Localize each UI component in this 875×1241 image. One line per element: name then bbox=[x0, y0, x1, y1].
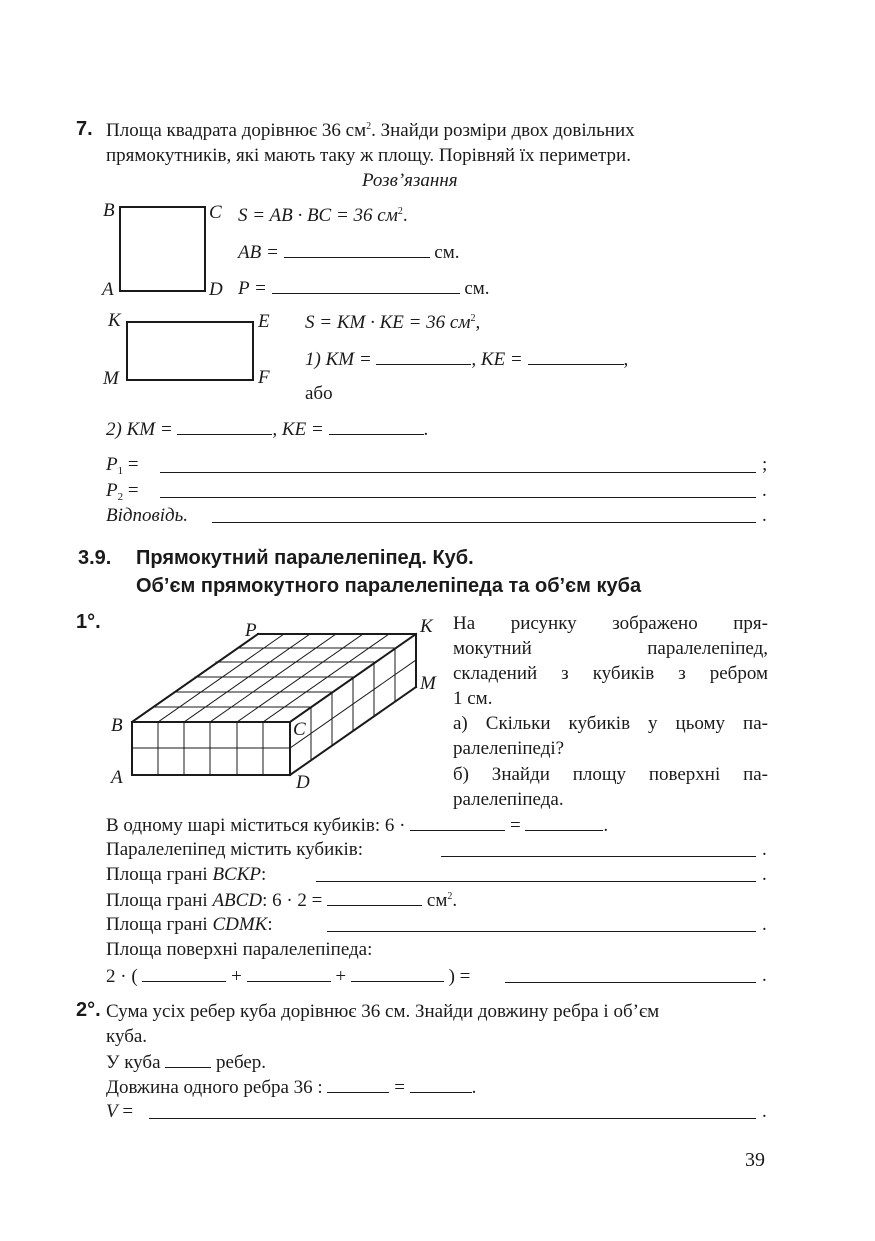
answer-blank[interactable] bbox=[177, 419, 272, 435]
answer-blank[interactable] bbox=[284, 242, 430, 258]
answer-blank[interactable] bbox=[410, 1077, 472, 1093]
task-description-line: мокутний паралелепіпед, bbox=[453, 638, 768, 659]
task-description-line: ралелепіпеді? bbox=[453, 738, 565, 759]
punctuation: . bbox=[762, 839, 767, 860]
answer-blank[interactable] bbox=[272, 278, 460, 294]
vertex-label: P bbox=[245, 620, 257, 641]
vertex-label: C bbox=[293, 719, 306, 740]
or-text: або bbox=[305, 383, 333, 404]
task-text-line: Площа квадрата дорівнює 36 $см^2$. Знайди розміри двох довільних bbox=[106, 120, 635, 141]
section-title: Прямокутний паралелепіпед. Куб. bbox=[136, 547, 474, 569]
vertex-label: C bbox=[209, 202, 222, 223]
task-number: 2°. bbox=[76, 999, 101, 1021]
perimeter-line: P = см. bbox=[238, 278, 490, 299]
vertex-label: D bbox=[209, 279, 223, 300]
vertex-label: K bbox=[108, 310, 121, 331]
task-description-line: 1 см. bbox=[453, 688, 493, 709]
area-formula: S = KM · KE = 36 $см^2$, bbox=[305, 312, 481, 333]
answer-blank[interactable] bbox=[160, 457, 756, 473]
task-text-line: Сума усіх ребер куба дорівнює 36 см. Знайди довжину ребра і об’єм bbox=[106, 1001, 660, 1022]
edge-length-line: Довжина одного ребра 36 : = . bbox=[106, 1077, 477, 1098]
answer-blank[interactable] bbox=[525, 815, 603, 831]
answer-blank[interactable] bbox=[528, 349, 624, 365]
task-number: 1°. bbox=[76, 611, 101, 633]
task-description-line: б) Знайди площу поверхні па- bbox=[453, 764, 768, 785]
p2-label: $P_2$ = bbox=[106, 480, 139, 503]
task-number: 7. bbox=[76, 118, 93, 140]
punctuation: . bbox=[762, 864, 767, 885]
answer-blank[interactable] bbox=[351, 966, 444, 982]
vertex-label: A bbox=[111, 767, 123, 788]
task-description-line: а) Скільки кубиків у цьому па- bbox=[453, 713, 768, 734]
answer-blank[interactable] bbox=[441, 841, 756, 857]
area-formula: S = AB · BC = 36 $см^2$. bbox=[238, 205, 408, 226]
option-line: 1) KM = , KE = , bbox=[305, 349, 629, 370]
answer-blank[interactable] bbox=[410, 815, 505, 831]
vertex-label: B bbox=[103, 200, 115, 221]
section-title: Об’єм прямокутного паралелепіпеда та об’єм куба bbox=[136, 575, 642, 597]
answer-blank[interactable] bbox=[212, 507, 756, 523]
task-description-line: На рисунку зображено пря- bbox=[453, 613, 768, 634]
vertex-label: K bbox=[420, 616, 433, 637]
edges-line: У куба ребер. bbox=[106, 1052, 267, 1073]
answer-blank[interactable] bbox=[247, 966, 331, 982]
vertex-label: E bbox=[258, 311, 270, 332]
option-line: 2) KM = , KE = . bbox=[106, 419, 429, 440]
punctuation: . bbox=[762, 480, 767, 501]
p1-label: $P_1$ = bbox=[106, 454, 139, 477]
cdmk-label: Площа грані CDMK: bbox=[106, 914, 273, 935]
surface-label: Площа поверхні паралелепіпеда: bbox=[106, 939, 373, 960]
abcd-line: Площа грані ABCD: $6 \cdot 2 = см^2$. bbox=[106, 890, 458, 911]
answer-blank[interactable] bbox=[327, 916, 756, 932]
task-text-line: куба. bbox=[106, 1026, 148, 1047]
punctuation: . bbox=[762, 914, 767, 935]
answer-label: Відповідь. bbox=[106, 505, 189, 526]
answer-blank[interactable] bbox=[160, 482, 756, 498]
task-description-line: ралелепіпеда. bbox=[453, 789, 564, 810]
surface-sum-line: 2 · ( + + ) = bbox=[106, 966, 471, 987]
task-description-line: складений з кубиків з ребром bbox=[453, 663, 768, 684]
contains-label: Паралелепіпед містить кубиків: bbox=[106, 839, 364, 860]
punctuation: . bbox=[762, 505, 767, 526]
vertex-label: A bbox=[102, 279, 114, 300]
answer-blank[interactable] bbox=[149, 1103, 756, 1119]
answer-blank[interactable] bbox=[329, 419, 424, 435]
vertex-label: M bbox=[420, 673, 436, 694]
task-text-line: прямокутників, які мають таку ж площу. Порівняй їх периметри. bbox=[106, 145, 631, 166]
punctuation: . bbox=[762, 1101, 767, 1122]
answer-blank[interactable] bbox=[142, 966, 226, 982]
answer-blank[interactable] bbox=[316, 866, 756, 882]
box-of-cubes-figure bbox=[100, 615, 445, 795]
ab-line: AB = см. bbox=[238, 242, 460, 263]
square-figure bbox=[119, 206, 206, 292]
answer-blank[interactable] bbox=[327, 1077, 389, 1093]
vertex-label: B bbox=[111, 715, 123, 736]
answer-blank[interactable] bbox=[327, 890, 422, 906]
punctuation: ; bbox=[762, 454, 768, 475]
layer-line: В одному шарі міститься кубиків: 6 · = . bbox=[106, 815, 609, 836]
answer-blank[interactable] bbox=[505, 967, 756, 983]
vertex-label: F bbox=[258, 367, 270, 388]
rectangle-figure bbox=[126, 321, 254, 381]
section-number: 3.9. bbox=[78, 547, 112, 569]
vertex-label: M bbox=[103, 368, 119, 389]
solution-label: Розв’язання bbox=[362, 170, 458, 191]
bckp-label: Площа грані BCKP: bbox=[106, 864, 267, 885]
answer-blank[interactable] bbox=[376, 349, 471, 365]
page-number: 39 bbox=[745, 1149, 765, 1171]
answer-blank[interactable] bbox=[165, 1052, 211, 1068]
volume-label: V = bbox=[106, 1101, 134, 1122]
vertex-label: D bbox=[296, 772, 310, 793]
punctuation: . bbox=[762, 965, 767, 986]
